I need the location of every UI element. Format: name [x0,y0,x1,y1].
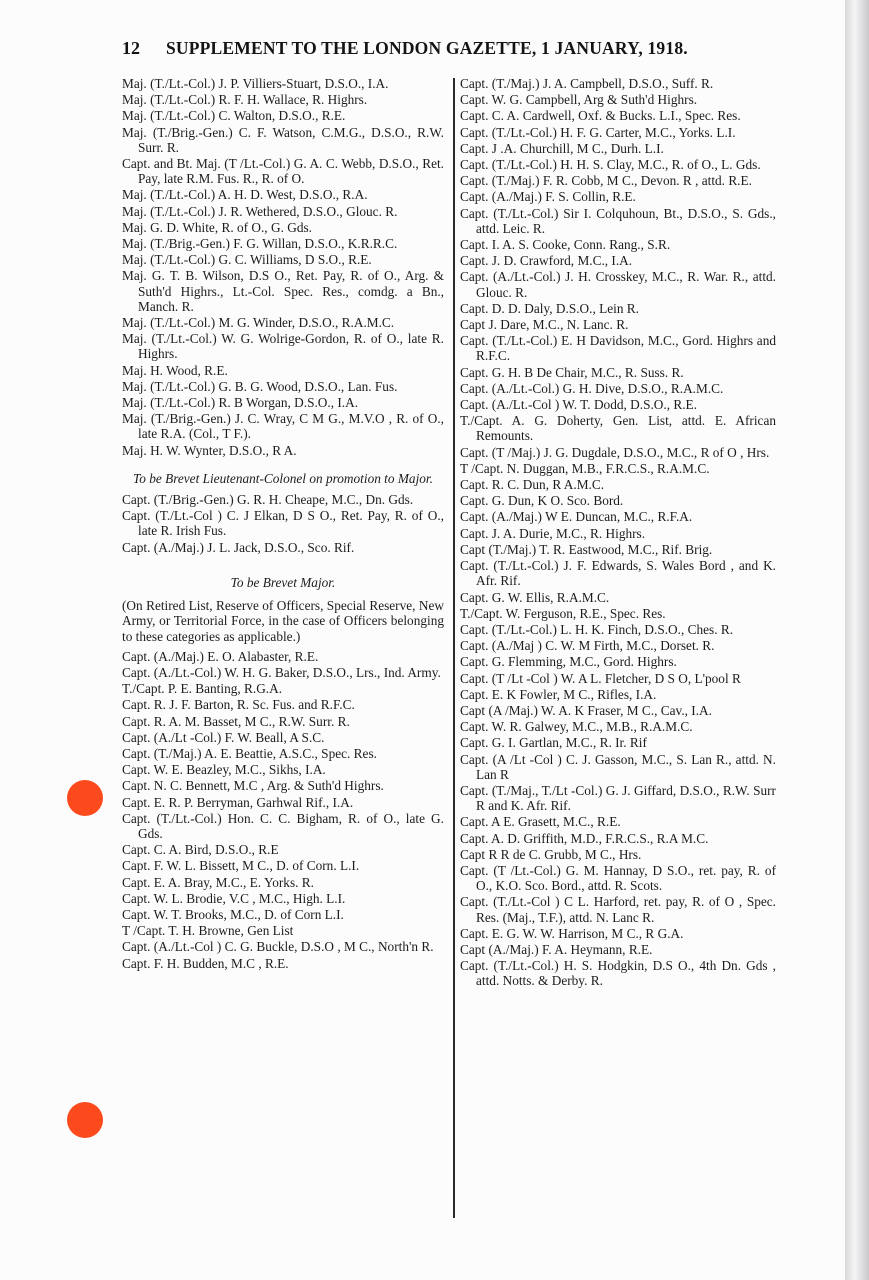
page-number: 12 [122,38,140,58]
officer-entry: Maj. (T./Brig.-Gen.) J. C. Wray, C M G., M.V.O , R. of O., late R.A. (Col., T F.). [122,411,444,442]
officer-entry: Capt. (T./Lt.-Col.) E. H Davidson, M.C., Gord. Highrs and R.F.C. [460,333,776,364]
officer-entry: Maj. (T./Lt.-Col.) R. F. H. Wallace, R. Highrs. [122,92,368,108]
promotion-list-bottom [122,649,444,971]
officer-entry: Capt. (T./Lt.-Col.) Sir I. Colquhoun, Bt., D.S.O., S. Gds., attd. Leic. R. [460,205,776,236]
officer-entry: Capt. N. C. Bennett, M.C , Arg. & Suth'd Highrs. [122,778,384,794]
officer-entry: Capt. D. D. Daly, D.S.O., Lein R. [460,300,640,316]
orange-marker-dot [67,780,103,816]
officer-entry: Capt. E. R. P. Berryman, Garhwal Rif., I.A. [122,794,354,810]
officer-entry: Capt. (A./Maj.) F. S. Collin, R.E. [460,189,636,205]
officer-entry: Capt. (T./Lt.-Col.) H. S. Hodgkin, D.S O., 4th Dn. Gds , attd. Notts. & Derby. R. [460,958,776,989]
officer-entry: Capt. (T./Lt.-Col ) C. J Elkan, D S O., Ret. Pay, R. of O., late R. Irish Fus. [122,508,444,539]
officer-entry: Capt. (T./Lt.-Col.) Hon. C. C. Bigham, R. of O., late G. Gds. [122,810,444,841]
officer-entry: Maj. (T./Lt.-Col.) G. C. Williams, D S.O., R.E. [122,252,372,268]
officer-entry: Capt. (A./Lt.-Col ) W. T. Dodd, D.S.O., R.E. [460,397,698,413]
officer-entry: Capt. and Bt. Maj. (T /Lt.-Col.) G. A. C. Webb, D.S.O., Ret. Pay, late R.M. Fus. R., R. of O. [122,156,444,187]
officer-entry: Capt. F. H. Budden, M.C , R.E. [122,955,289,971]
officer-entry: Capt. G. I. Gartlan, M.C., R. Ir. Rif [460,735,647,751]
officer-entry: Capt. (A./Lt -Col.) F. W. Beall, A S.C. [122,729,325,745]
officer-entry: Capt. (A./Lt.-Col.) W. H. G. Baker, D.S.O., Lrs., Ind. Army. [122,664,441,680]
officer-entry: T /Capt. T. H. Browne, Gen List [122,923,294,939]
officer-entry: Capt. J. D. Crawford, M.C., I.A. [460,253,633,269]
officer-entry: Capt (A /Maj.) W. A. K Fraser, M C., Cav., I.A. [460,702,712,718]
officer-entry: Capt. R. A. M. Basset, M C., R.W. Surr. R. [122,713,350,729]
officer-entry: Maj. (T./Brig.-Gen.) F. G. Willan, D.S.O., K.R.R.C. [122,236,398,252]
officer-entry: Capt. (T /Maj.) J. G. Dugdale, D.S.O., M.C., R of O , Hrs. [460,444,770,460]
officer-entry: Capt. E. K Fowler, M C., Rifles, I.A. [460,686,657,702]
officer-entry: Capt (A./Maj.) F. A. Heymann, R.E. [460,941,653,957]
officer-entry: Maj. (T./Brig.-Gen.) C. F. Watson, C.M.G., D.S.O., R.W. Surr. R. [122,124,444,155]
officer-entry: T./Capt. P. E. Banting, R.G.A. [122,681,283,697]
officer-entry: Capt. (A./Lt.-Col ) C. G. Buckle, D.S.O , M C., North'n R. [122,939,434,955]
officer-entry: Maj. (T./Lt.-Col.) G. B. G. Wood, D.S.O., Lan. Fus. [122,378,398,394]
officer-entry: Maj. (T./Lt.-Col.) A. H. D. West, D.S.O., R.A. [122,187,368,203]
officer-entry: Capt. G. W. Ellis, R.A.M.C. [460,589,610,605]
officer-entry: Capt. C. A. Bird, D.S.O., R.E [122,842,279,858]
officer-entry: Capt. (T./Maj., T./Lt -Col.) G. J. Giffard, D.S.O., R.W. Surr R and K. Afr. Rif. [460,782,776,814]
officer-entry: Capt. (A./Maj ) C. W. M Firth, M.C., Dorset. R. [460,638,715,654]
officer-entry: Capt. (T./Maj.) F. R. Cobb, M C., Devon. R , attd. R.E. [460,173,752,189]
page-header [122,38,762,68]
section-note: (On Retired List, Reserve of Officers, Special Reserve, New Army, or Territorial Force, in the case of Officers belonging to these categories as applicable.) [122,598,444,644]
officer-entry: Capt. F. W. L. Bissett, M C., D. of Corn. L.I. [122,858,360,874]
officer-entry: Capt (T./Maj.) T. R. Eastwood, M.C., Rif. Brig. [460,541,713,557]
officer-entry: Maj. (T./Lt.-Col.) J. R. Wethered, D.S.O., Glouc. R. [122,203,398,219]
officer-entry: Capt. W. R. Galwey, M.C., M.B., R.A.M.C. [460,719,693,735]
officer-entry: Capt. E. A. Bray, M.C., E. Yorks. R. [122,874,314,890]
officer-entry: Capt. (T./Lt.-Col.) L. H. K. Finch, D.S.O., Ches. R. [460,621,734,637]
officer-entry: T./Capt. W. Ferguson, R.E., Spec. Res. [460,605,666,621]
officer-entry: Maj. H. W. Wynter, D.S.O., R A. [122,442,297,458]
officer-entry: Capt. W. T. Brooks, M.C., D. of Corn L.I. [122,906,344,922]
officer-entry: Capt. (T./Brig.-Gen.) G. R. H. Cheape, M.C., Dn. Gds. [122,492,414,508]
officer-entry: Capt. (T./Maj.) A. E. Beattie, A.S.C., Spec. Res. [122,745,377,761]
officer-entry: Maj. G. T. B. Wilson, D.S O., Ret. Pay, R. of O., Arg. & Suth'd Highrs., Lt.-Col. Spec. Res., comdg. a Bn., Manch. R. [122,268,444,314]
officer-entry: Capt. W. L. Brodie, V.C , M.C., High. L.I. [122,890,346,906]
officer-entry: Capt. J .A. Churchill, M C., Durh. L.I. [460,140,664,156]
officer-entry: Capt. A E. Grasett, M.C., R.E. [460,814,621,830]
officer-entry: Capt. (A /Lt -Col ) C. J. Gasson, M.C., S. Lan R., attd. N. Lan R [460,751,776,782]
officer-entry: Capt. R. C. Dun, R A.M.C. [460,477,605,493]
officer-entry: Capt. W. E. Beazley, M.C., Sikhs, I.A. [122,762,326,778]
section-heading-brevet-lt-col: To be Brevet Lieutenant-Colonel on promotion to Major. [133,470,433,486]
officer-entry: Maj. H. Wood, R.E. [122,362,228,378]
officer-entry: Capt. (T./Lt.-Col ) C L. Harford, ret. pay, R. of O , Spec. Res. (Maj., T.F.), attd. N. Lanc R. [460,894,776,925]
officer-entry: Capt. I. A. S. Cooke, Conn. Rang., S.R. [460,237,671,253]
gazette-title: SUPPLEMENT TO THE LONDON GAZETTE, 1 JANUARY, 1918. [166,38,688,58]
column-divider [453,78,455,1218]
officer-entry: Capt. (T /Lt.-Col.) G. M. Hannay, D S.O., ret. pay, R. of O., K.O. Sco. Bord., attd. R. Scots. [460,862,776,894]
officer-entry: Capt. A. D. Griffith, M.D., F.R.C.S., R.A M.C. [460,830,709,846]
officer-entry: Capt. C. A. Cardwell, Oxf. & Bucks. L.I., Spec. Res. [460,108,741,124]
promotion-list-top [122,76,444,458]
promotion-list-mid [122,492,444,555]
right-column [460,76,776,990]
officer-entry: Maj. (T./Lt.-Col.) C. Walton, D.S.O., R.E. [122,108,346,124]
officer-entry: Capt. (A./Lt.-Col.) J. H. Crosskey, M.C., R. War. R., attd. Glouc. R. [460,269,776,300]
officer-entry: Capt. (A./Maj.) W E. Duncan, M.C., R.F.A. [460,509,693,525]
officer-entry: Maj. G. D. White, R. of O., G. Gds. [122,219,312,235]
officer-entry: Capt. (T./Lt.-Col.) H. F. G. Carter, M.C., Yorks. L.I. [460,124,736,140]
officer-entry: Capt. (T /Lt -Col ) W. A L. Fletcher, D S O, L'pool R [460,670,741,686]
left-column [122,76,444,972]
orange-marker-dot [67,1102,103,1138]
page-edge [845,0,869,1280]
officer-entry: Capt. (A./Lt.-Col.) G. H. Dive, D.S.O., R.A.M.C. [460,380,724,396]
promotion-list-right [460,76,776,989]
officer-entry: Capt. J. A. Durie, M.C., R. Highrs. [460,525,646,541]
officer-entry: Capt. G. H. B De Chair, M.C., R. Suss. R. [460,364,684,380]
officer-entry: Capt. R. J. F. Barton, R. Sc. Fus. and R.F.C. [122,697,355,713]
officer-entry: Capt. (T./Lt.-Col.) J. F. Edwards, S. Wales Bord , and K. Afr. Rif. [460,558,776,589]
officer-entry: Maj. (T./Lt.-Col.) M. G. Winder, D.S.O., R.A.M.C. [122,315,395,331]
officer-entry: Capt. G. Flemming, M.C., Gord. Highrs. [460,654,677,670]
officer-entry: T./Capt. A. G. Doherty, Gen. List, attd. E. African Remounts. [460,413,776,444]
officer-entry: Capt. (A./Maj.) E. O. Alabaster, R.E. [122,648,319,664]
officer-entry: Maj. (T./Lt.-Col.) J. P. Villiers-Stuart, D.S.O., I.A. [122,76,389,91]
officer-entry: Capt. (T./Lt.-Col.) H. H. S. Clay, M.C., R. of O., L. Gds. [460,157,761,173]
officer-entry: Capt. W. G. Campbell, Arg & Suth'd Highrs. [460,92,698,108]
officer-entry: Capt. (T./Maj.) J. A. Campbell, D.S.O., Suff. R. [460,76,714,91]
officer-entry: Capt R R de C. Grubb, M C., Hrs. [460,846,642,862]
officer-entry: Maj. (T./Lt.-Col.) W. G. Wolrige-Gordon, R. of O., late R. Highrs. [122,331,444,362]
section-heading-brevet-major: To be Brevet Major. [230,574,336,590]
officer-entry: Maj. (T./Lt.-Col.) R. B Worgan, D.S.O., I.A. [122,395,359,411]
officer-entry: Capt. (A./Maj.) J. L. Jack, D.S.O., Sco. Rif. [122,539,355,555]
officer-entry: Capt J. Dare, M.C., N. Lanc. R. [460,317,629,333]
officer-entry: T /Capt. N. Duggan, M.B., F.R.C.S., R.A.M.C. [460,460,710,476]
officer-entry: Capt. G. Dun, K O. Sco. Bord. [460,493,624,509]
officer-entry: Capt. E. G. W. W. Harrison, M C., R G.A. [460,925,684,941]
